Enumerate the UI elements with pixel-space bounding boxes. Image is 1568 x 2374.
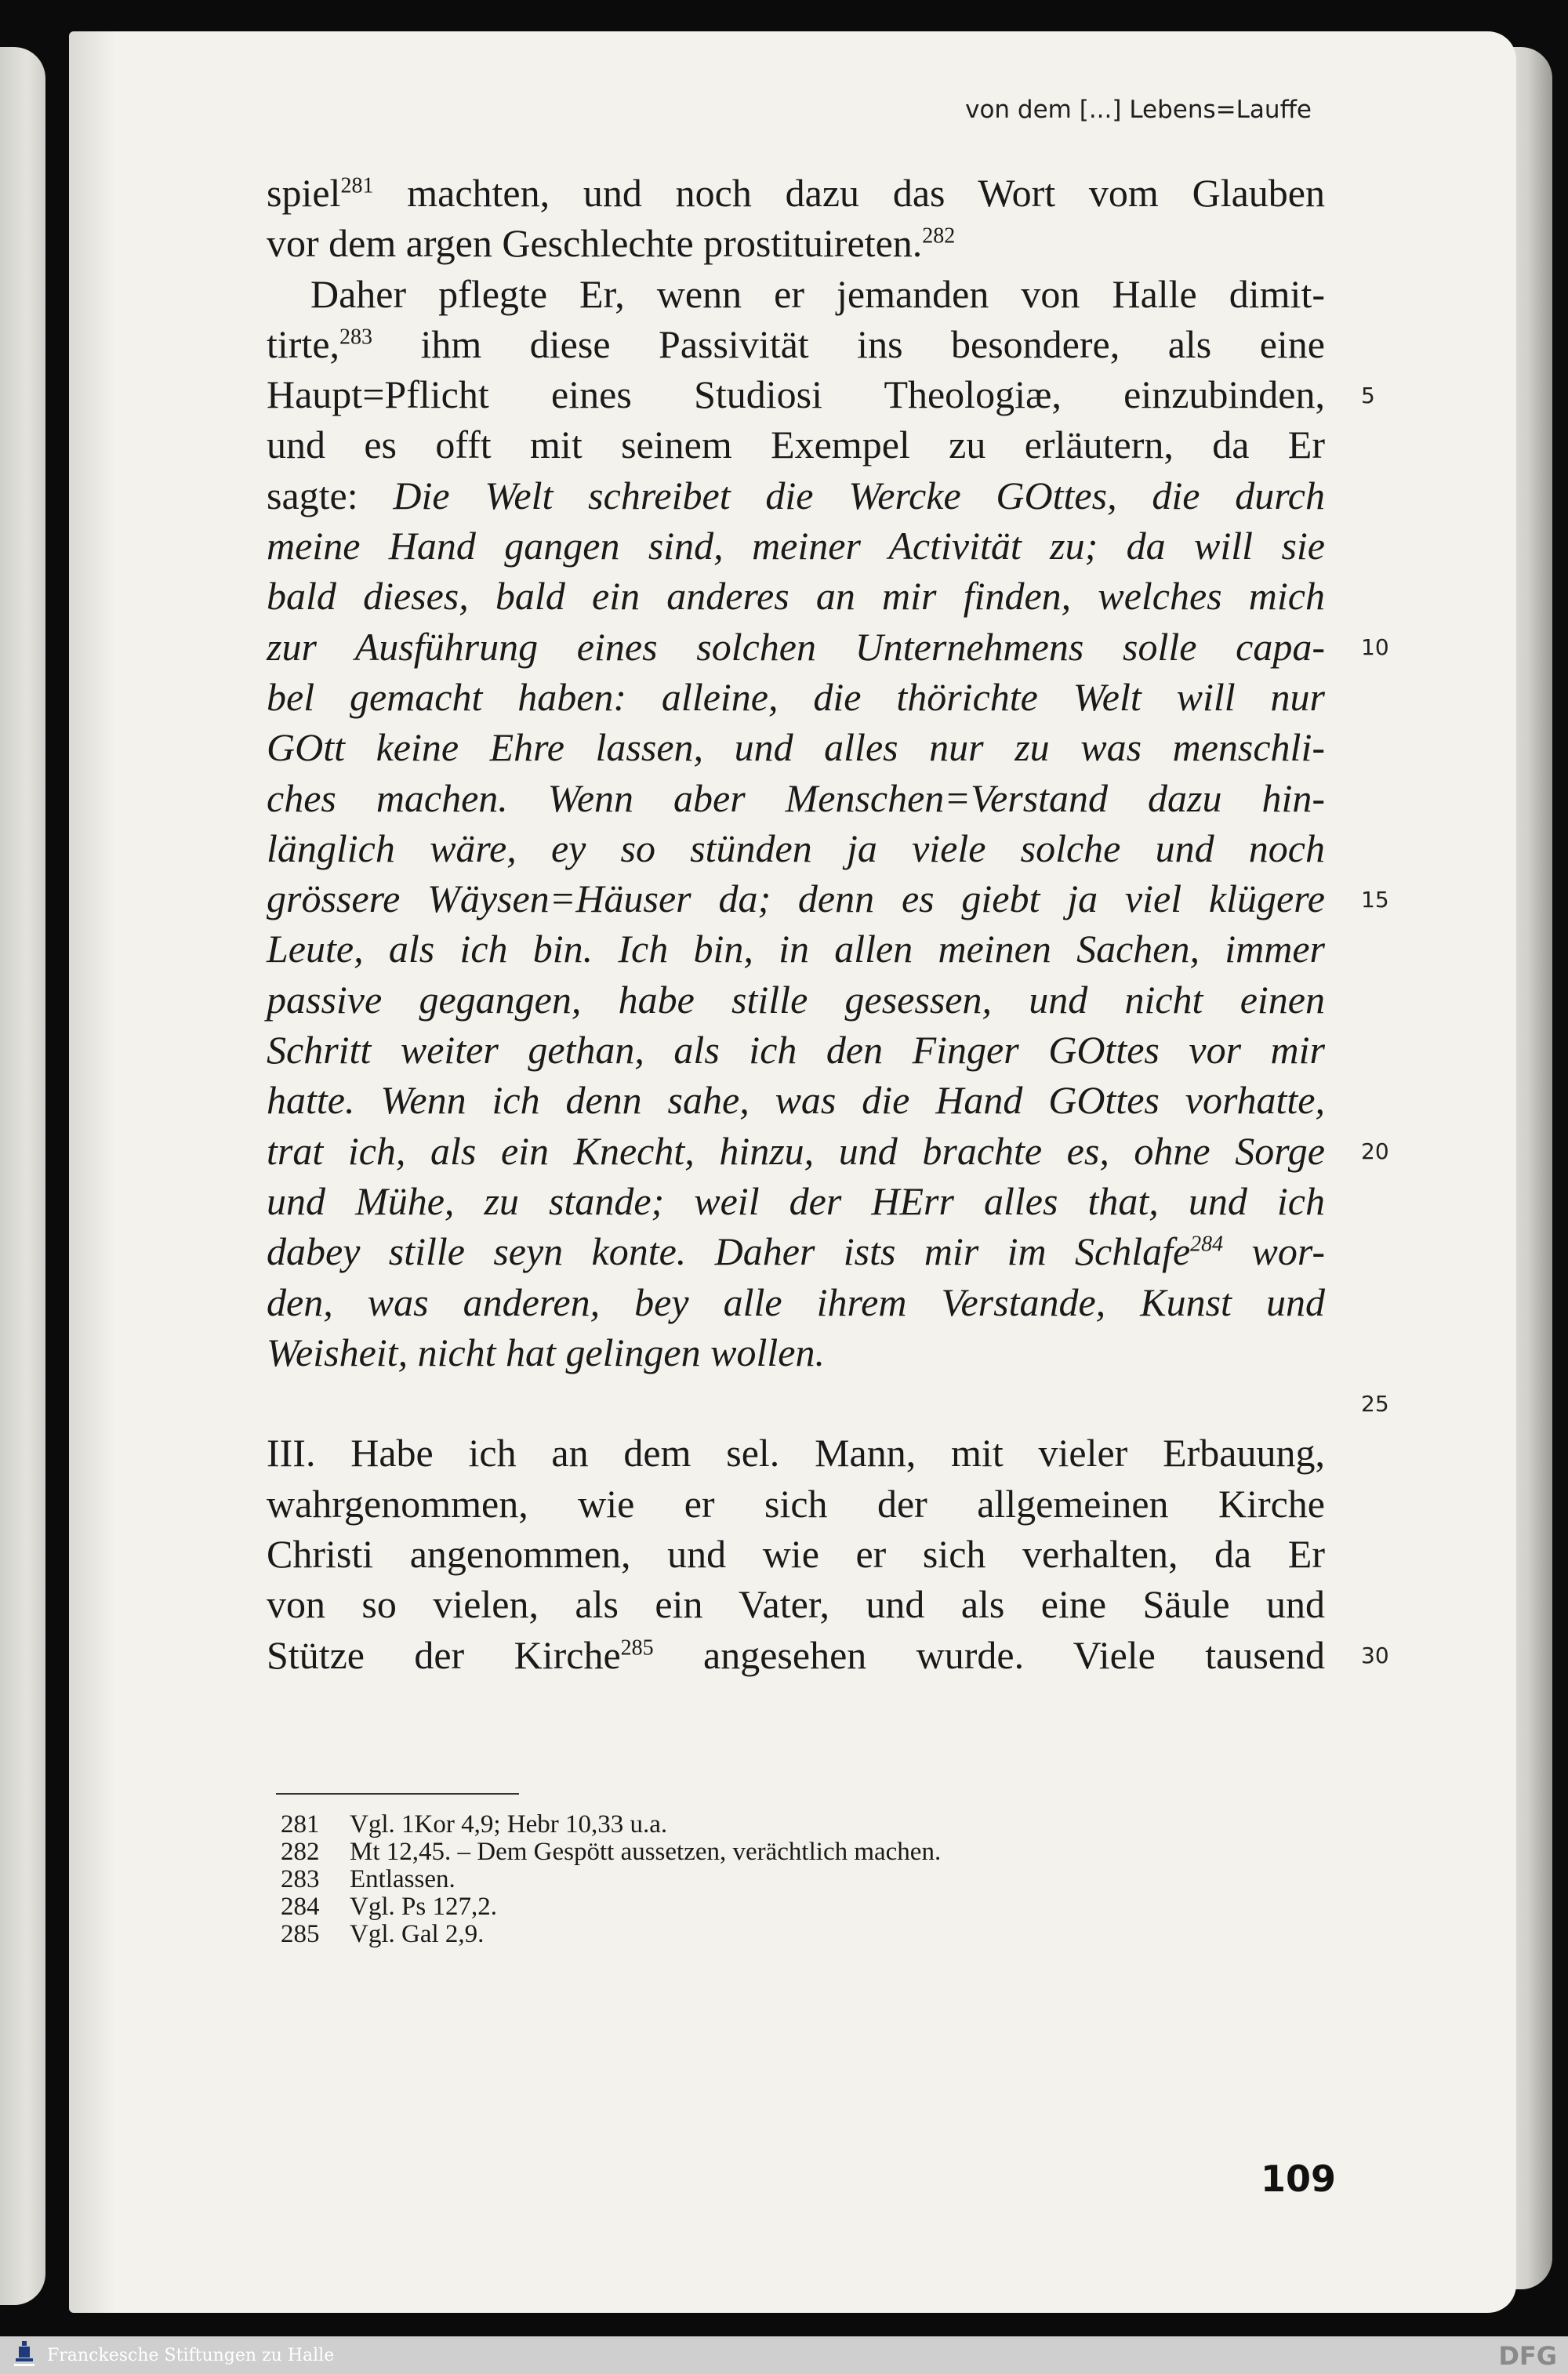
line-number: 25 bbox=[1361, 1391, 1389, 1417]
footnote bbox=[281, 1839, 1221, 1866]
text-line: trat ich, als ein Knecht, hinzu, und brachte es, ohne Sorge bbox=[267, 1128, 1325, 1173]
line-number: 10 bbox=[1361, 634, 1389, 660]
footnote-text: Mt 12,45. – Dem Gespött aussetzen, verächtlich machen. bbox=[350, 1838, 942, 1866]
text-line: vor dem argen Geschlechte prostituireten.$^{282}$ bbox=[267, 221, 956, 266]
text-line: III. Habe ich an dem sel. Mann, mit vieler Erbauung, bbox=[267, 1431, 1325, 1476]
text-line: und es offt mit seinem Exempel zu erläutern, da Er bbox=[267, 423, 1325, 467]
text-line: spiel$^{281}$ machten, und noch dazu das Wort vom Glauben bbox=[267, 171, 1325, 215]
footnote-text: Entlassen. bbox=[350, 1865, 456, 1893]
text-line: passive gegangen, habe stille gesessen, und nicht einen bbox=[267, 977, 1325, 1022]
text-line: von so vielen, als ein Vater, und als eine Säule und bbox=[267, 1582, 1325, 1627]
footnote-ref: 285 bbox=[620, 1635, 654, 1660]
footnote-ref: 281 bbox=[340, 173, 374, 198]
line-number: 30 bbox=[1361, 1643, 1389, 1668]
text-line: dabey stille seyn konte. Daher ists mir im Schlafe$^{284}$ wor- bbox=[267, 1229, 1325, 1274]
archive-credit[interactable]: Franckesche Stiftungen zu Halle bbox=[47, 2346, 335, 2365]
dfg-logo[interactable]: DFG bbox=[1498, 2341, 1557, 2371]
footnote-number: 284 bbox=[281, 1893, 320, 1921]
footnote-number: 283 bbox=[281, 1865, 320, 1893]
text-line: bald dieses, bald ein anderes an mir finden, welches mich bbox=[267, 574, 1325, 619]
footnote bbox=[281, 1811, 1221, 1839]
text-line: grössere Wäysen=Häuser da; denn es giebt ja viel klügere bbox=[267, 877, 1325, 921]
text-line: bel gemacht haben: alleine, die thörichte Welt will nur bbox=[267, 674, 1325, 719]
text-line: und Mühe, zu stande; weil der HErr alles that, und ich bbox=[267, 1178, 1325, 1223]
footnote-ref: 283 bbox=[339, 325, 373, 350]
text-line: Haupt=Pflicht eines Studiosi Theologiæ, einzubinden, bbox=[267, 372, 1325, 417]
text-line: Stütze der Kirche$^{285}$ angesehen wurde. Viele tausend bbox=[267, 1632, 1325, 1677]
text-line: sagte: Die Welt schreibet die Wercke GOttes, die durch bbox=[267, 473, 1325, 517]
gutter-shade bbox=[69, 31, 116, 2313]
text-line: den, was anderen, bey alle ihrem Verstande, Kunst und bbox=[267, 1280, 1325, 1324]
text-line: GOtt keine Ehre lassen, und alles nur zu was menschli- bbox=[267, 725, 1325, 770]
franckesche-logo-icon[interactable] bbox=[13, 2340, 36, 2371]
section-gap bbox=[267, 1378, 1325, 1428]
page-number: 109 bbox=[1261, 2158, 1337, 2200]
footnote-separator bbox=[276, 1793, 519, 1795]
line-number: 20 bbox=[1361, 1138, 1389, 1164]
footnote bbox=[281, 1866, 1221, 1893]
text-line: Schritt weiter gethan, als ich den Finger GOttes vor mir bbox=[267, 1028, 1325, 1073]
footnote-number: 285 bbox=[281, 1920, 320, 1948]
viewer-footer-bar bbox=[0, 2336, 1568, 2374]
text-line: wahrgenommen, wie er sich der allgemeinen Kirche bbox=[267, 1481, 1325, 1526]
footnote-number: 281 bbox=[281, 1810, 320, 1839]
text-line: Christi angenommen, und wie er sich verhalten, da Er bbox=[267, 1532, 1325, 1577]
text-line: meine Hand gangen sind, meiner Activität zu; da will sie bbox=[267, 524, 1325, 568]
text-line: Weisheit, nicht hat gelingen wollen. bbox=[267, 1330, 825, 1374]
line-number: 5 bbox=[1361, 383, 1375, 408]
footnote bbox=[281, 1893, 1221, 1921]
footnote-ref: 282 bbox=[922, 223, 956, 249]
text-line: Leute, als ich bin. Ich bin, in allen meinen Sachen, immer bbox=[267, 927, 1325, 971]
text-line: Daher pflegte Er, wenn er jemanden von Halle dimit- bbox=[310, 271, 1325, 316]
text-line: zur Ausführung eines solchen Unternehmens solle capa- bbox=[267, 624, 1325, 669]
footnote-number: 282 bbox=[281, 1838, 320, 1866]
footnote-text: Vgl. Ps 127,2. bbox=[350, 1893, 497, 1921]
footnote-text: Vgl. Gal 2,9. bbox=[350, 1920, 485, 1948]
text-line: tirte,$^{283}$ ihm diese Passivität ins besondere, als eine bbox=[267, 321, 1325, 366]
footnote bbox=[281, 1921, 1221, 1948]
main-text bbox=[267, 168, 1325, 1680]
footnotes bbox=[281, 1811, 1221, 1948]
text-line: hatte. Wenn ich denn sahe, was die Hand GOttes vorhatte, bbox=[267, 1078, 1325, 1123]
footnote-ref: 284 bbox=[1190, 1232, 1224, 1257]
left-page-edge bbox=[0, 47, 45, 2305]
footnote-text: Vgl. 1Kor 4,9; Hebr 10,33 u.a. bbox=[350, 1810, 668, 1839]
text-line: ches machen. Wenn aber Menschen=Verstand dazu hin- bbox=[267, 775, 1325, 820]
running-head: von dem [...] Lebens=Lauffe bbox=[965, 96, 1312, 124]
line-number: 15 bbox=[1361, 887, 1389, 913]
text-line: länglich wäre, ey so stünden ja viele solche und noch bbox=[267, 826, 1325, 870]
